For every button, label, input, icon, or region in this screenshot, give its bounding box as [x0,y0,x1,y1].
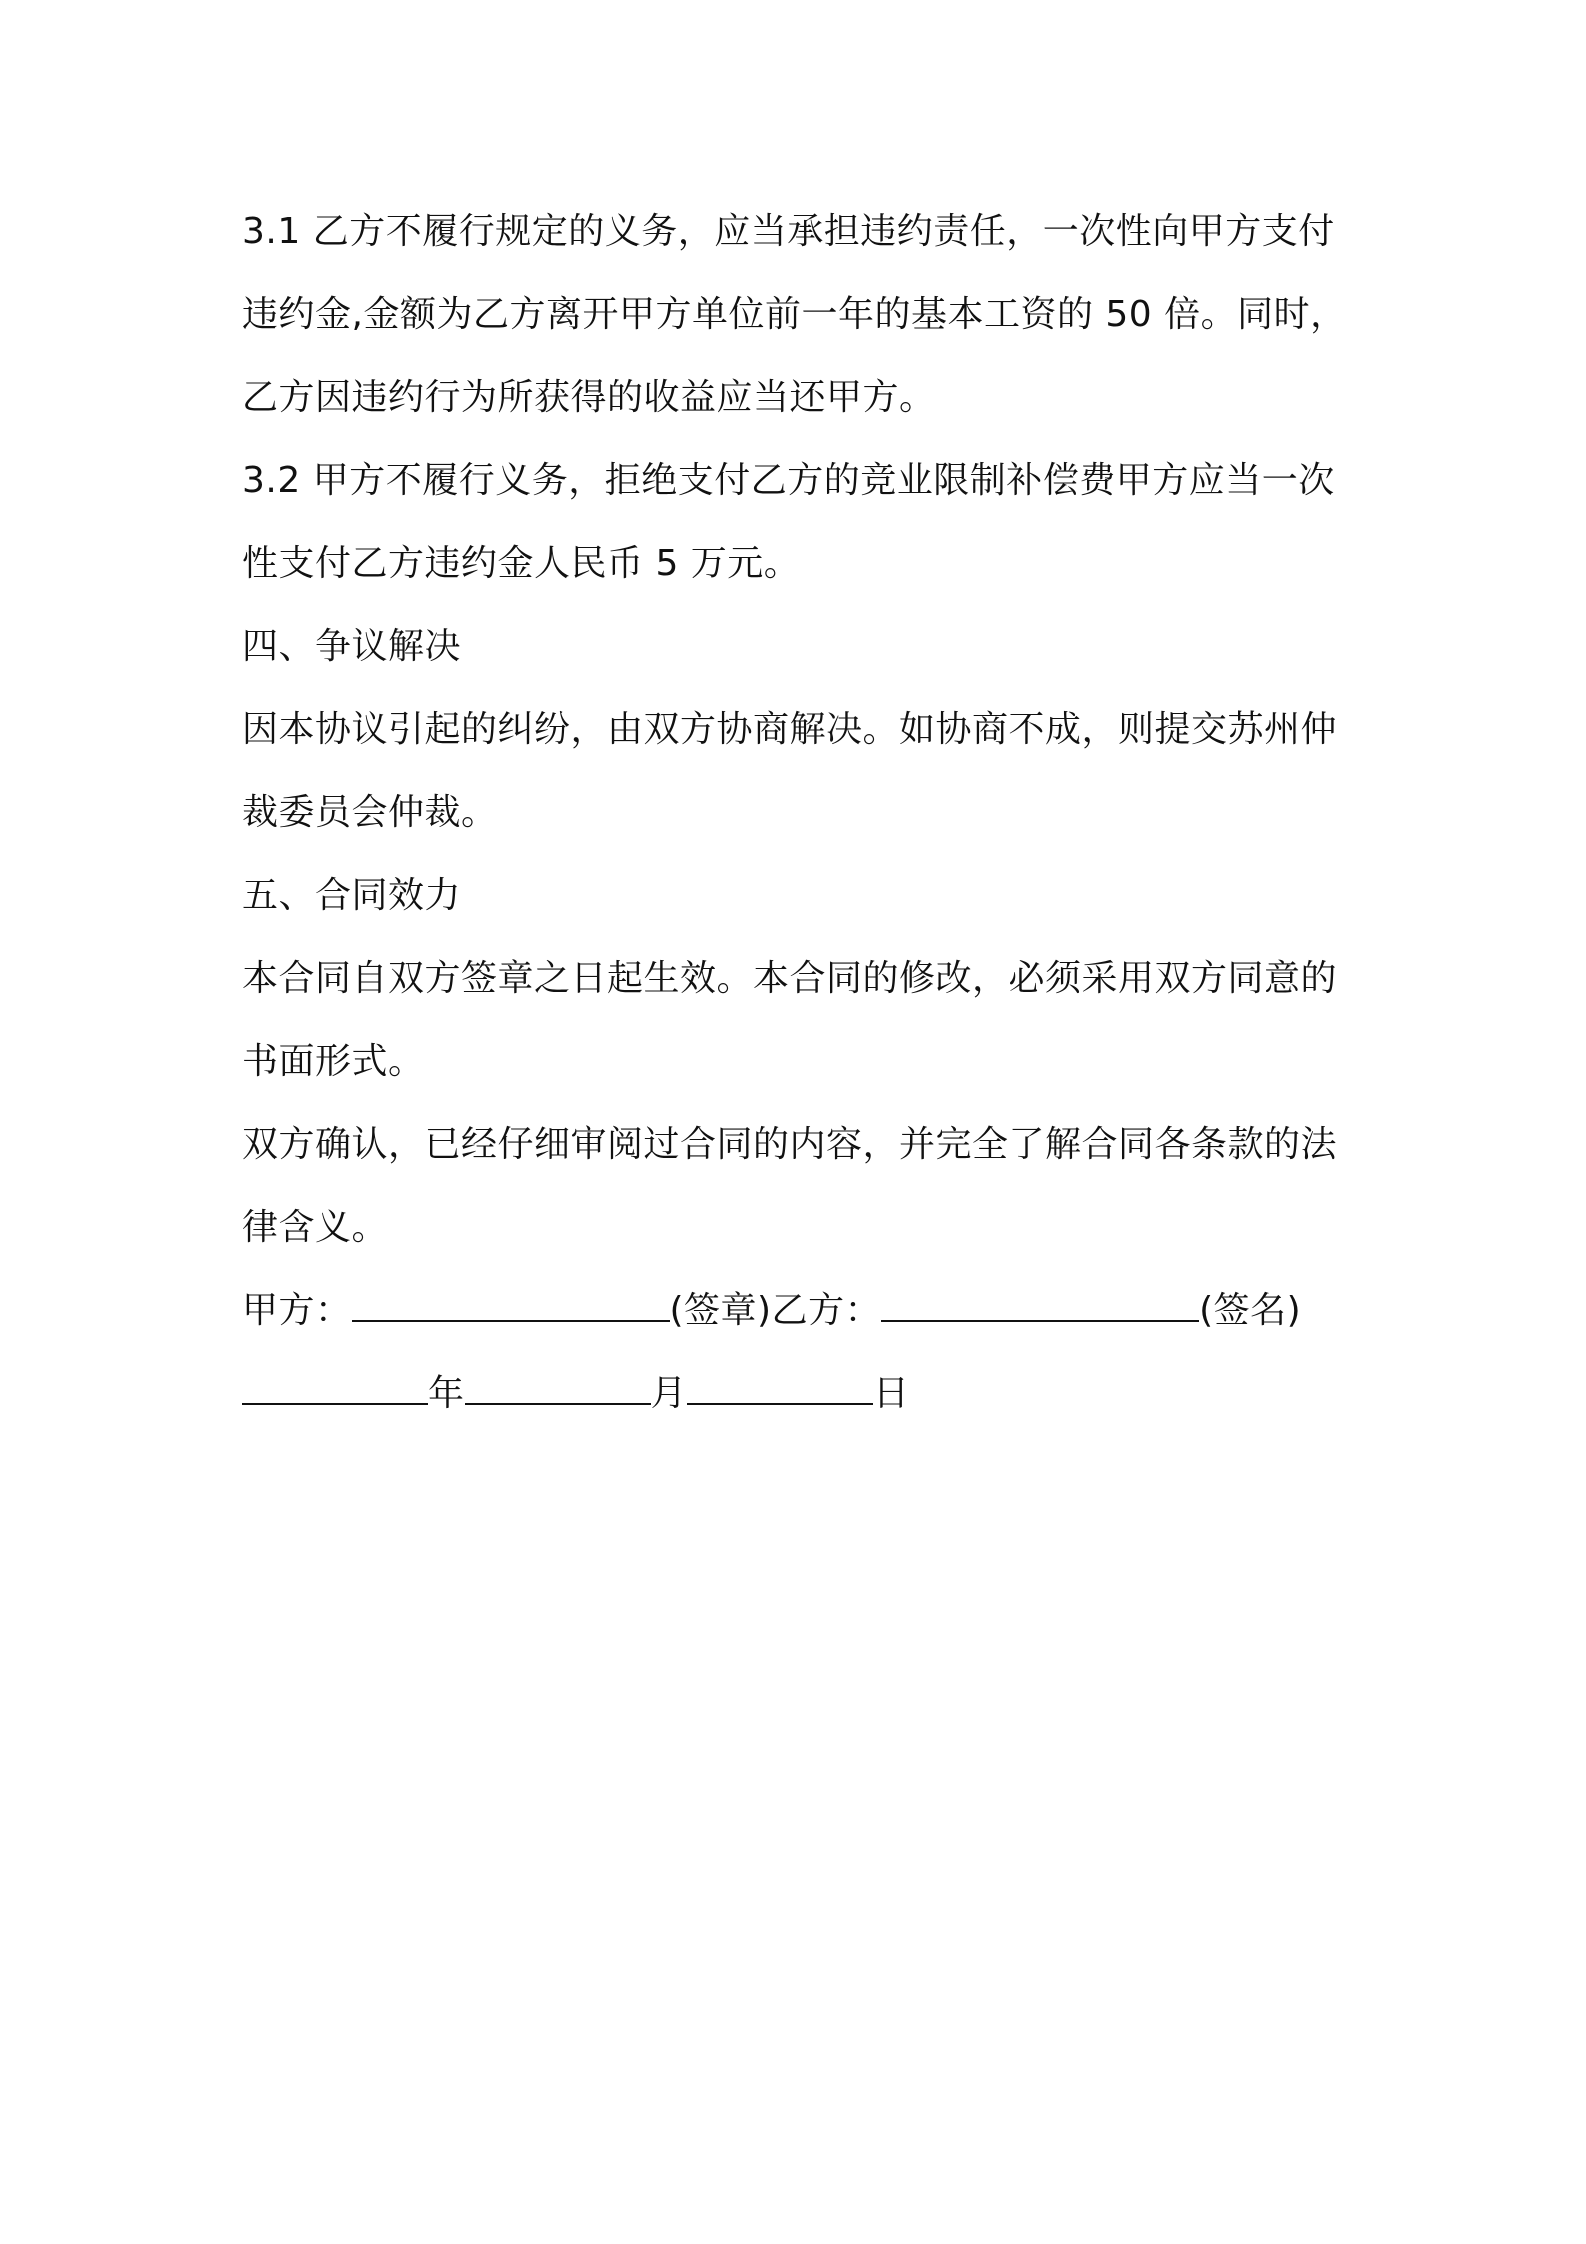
party-b-signature-blank[interactable] [881,1290,1199,1322]
section-4-body: 因本协议引起的纠纷，由双方协商解决。如协商不成，则提交苏州仲裁委员会仲裁。 [242,709,1338,833]
confirmation-paragraph: 双方确认，已经仔细审阅过合同的内容，并完全了解合同各条款的法律含义。 [242,1124,1338,1248]
party-b-suffix: (签名) [1199,1290,1302,1331]
day-label: 日 [873,1373,910,1414]
party-a-label: 甲方： [242,1290,352,1331]
day-blank[interactable] [687,1373,873,1405]
section-4-heading: 四、争议解决 [242,626,462,667]
party-a-signature-blank[interactable] [352,1290,670,1322]
signature-line [242,1269,1362,1352]
section-5-body: 本合同自双方签章之日起生效。本合同的修改，必须采用双方同意的书面形式。 [242,958,1338,1082]
document-body [242,190,1362,1435]
year-label: 年 [428,1373,465,1414]
year-blank[interactable] [242,1373,428,1405]
section-5-heading: 五、合同效力 [242,875,462,916]
party-b-label: 乙方： [771,1290,882,1331]
date-line [242,1352,1362,1435]
party-a-suffix: (签章) [669,1290,772,1331]
month-blank[interactable] [465,1373,651,1405]
clause-3-1: 3.1 乙方不履行规定的义务，应当承担违约责任，一次性向甲方支付违约金,金额为乙方离开甲方单位前一年的基本工资的 50 倍。同时，乙方因违约行为所获得的收益应当还甲方。 [242,211,1347,418]
month-label: 月 [650,1373,688,1414]
clause-3-2: 3.2 甲方不履行义务，拒绝支付乙方的竞业限制补偿费甲方应当一次性支付乙方违约金人民币 5 万元。 [242,460,1335,584]
